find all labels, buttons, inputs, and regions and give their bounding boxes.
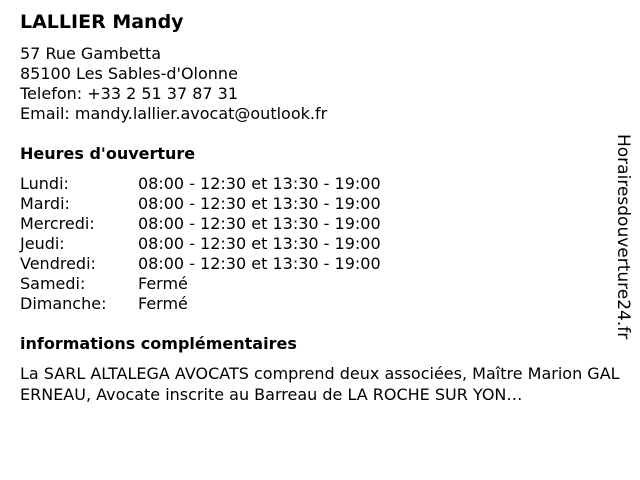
day-label: Vendredi: [20, 254, 96, 273]
day-label: Lundi: [20, 174, 69, 193]
time-value: Fermé [138, 274, 188, 293]
day-label: Mardi: [20, 194, 70, 213]
business-name: LALLIER Mandy [20, 11, 184, 33]
day-label: Samedi: [20, 274, 86, 293]
time-value: 08:00 - 12:30 et 13:30 - 19:00 [138, 214, 381, 233]
hours-row-monday [20, 174, 381, 194]
hours-row-sunday [20, 294, 381, 314]
day-label: Mercredi: [20, 214, 95, 233]
time-value: Fermé [138, 294, 188, 313]
address-block [20, 44, 327, 124]
hours-row-tuesday [20, 194, 381, 214]
hours-heading: Heures d'ouverture [20, 144, 196, 163]
day-label: Dimanche: [20, 294, 107, 313]
time-value: 08:00 - 12:30 et 13:30 - 19:00 [138, 174, 381, 193]
hours-row-friday [20, 254, 381, 274]
hours-table [20, 174, 381, 314]
info-heading: informations complémentaires [20, 334, 297, 353]
info-description: La SARL ALTALEGA AVOCATS comprend deux associées, Maître Marion GALERNEAU, Avocate inscrite au Barreau de LA ROCHE SUR YON… [20, 364, 620, 404]
hours-row-wednesday [20, 214, 381, 234]
site-watermark: Horairesdouverture24.fr [613, 134, 633, 340]
email-address: Email: mandy.lallier.avocat@outlook.fr [20, 104, 328, 123]
hours-row-saturday [20, 274, 381, 294]
time-value: 08:00 - 12:30 et 13:30 - 19:00 [138, 234, 381, 253]
day-label: Jeudi: [20, 234, 65, 253]
address-city: 85100 Les Sables-d'Olonne [20, 64, 238, 83]
address-street: 57 Rue Gambetta [20, 44, 162, 63]
time-value: 08:00 - 12:30 et 13:30 - 19:00 [138, 254, 381, 273]
hours-row-thursday [20, 234, 381, 254]
phone-number: Telefon: +33 2 51 37 87 31 [20, 84, 239, 103]
time-value: 08:00 - 12:30 et 13:30 - 19:00 [138, 194, 381, 213]
